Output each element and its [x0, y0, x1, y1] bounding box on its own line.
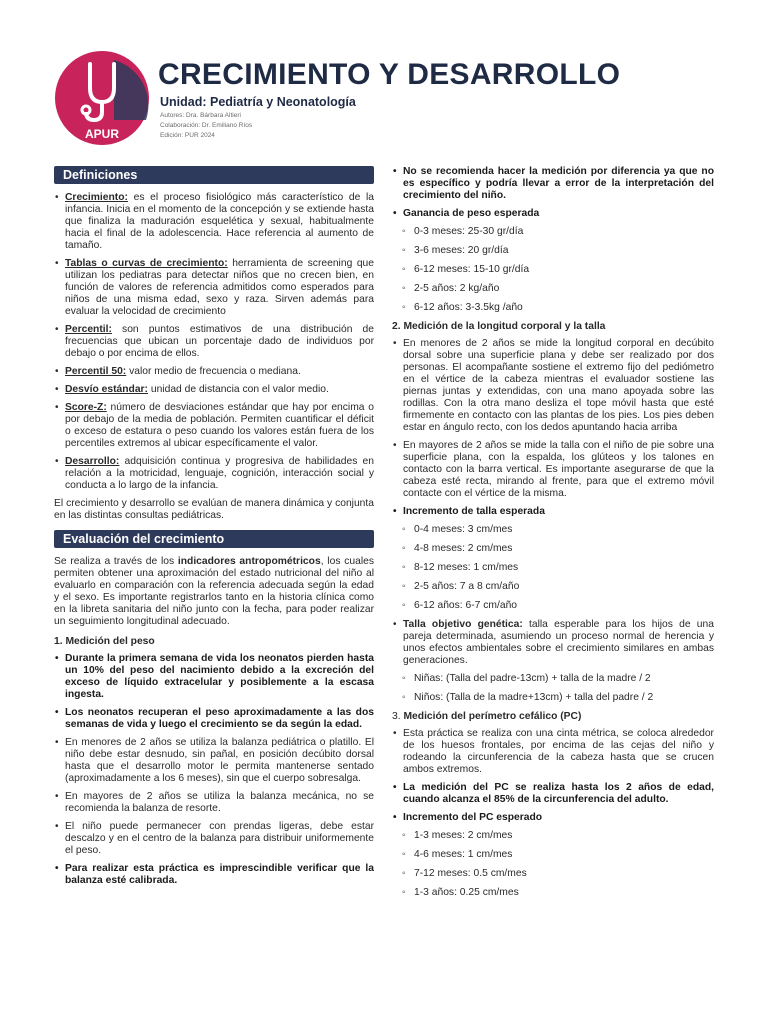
peso-item: • El niño puede permanecer con prendas ligeras, debe estar descalzo y en el centro de la balanza para distribuir uniformemente el peso.: [54, 821, 374, 857]
peso-item: • Los neonatos recuperan el peso aproximadamente a las dos semanas de vida y luego el crecimiento se da según la edad.: [54, 707, 374, 731]
pc-incremento-item: ◦ 1-3 meses: 2 cm/mes: [392, 830, 714, 842]
right-column: [392, 166, 714, 906]
peso-item: • En mayores de 2 años se utiliza la balanza mecánica, no se recomienda la balanza de resorte.: [54, 791, 374, 815]
peso-item: • Durante la primera semana de vida los neonatos pierden hasta un 10% del peso del nacimiento debido a la excreción del exceso de líquido extracelular y posiblemente a la escasa ingesta.: [54, 653, 374, 701]
talla-item: • En menores de 2 años se mide la longitud corporal en decúbito dorsal sobre una superficie plana y debe ser realizado por dos personas. El acompañante sostiene el extremo fijo del pediómetro en el vértice de la cabeza mientras el evaluador sostiene las piernas juntas y extendidas, con una mano apoyada sobre las rodillas. Con la otra mano desliza el tope móvil hasta que esté firmemente en contacto con las plantas de los pies. Los pies deben estar en ángulo recto, con los dedos apuntando hacia arriba: [392, 338, 714, 434]
definition-item: • Percentil: son puntos estimativos de una distribución de frecuencias que ubican un porcentaje dado de individuos por debajo o por encima de ellos.: [54, 324, 374, 360]
incremento-item: ◦ 6-12 años: 6-7 cm/año: [392, 600, 714, 612]
section-heading-definiciones: Definiciones: [54, 166, 374, 184]
talla-objetivo: • Talla objetivo genética: talla esperable para los hijos de una pareja determinada, asumiendo un proceso normal de herencia y unos efectos ambientales sobre el crecimiento similares en ambas generaciones.: [392, 619, 714, 667]
incremento-item: ◦ 8-12 meses: 1 cm/mes: [392, 562, 714, 574]
talla-objetivo-formula: ◦ Niñas: (Talla del padre-13cm) + talla de la madre / 2: [392, 673, 714, 685]
pc-incremento-heading: • Incremento del PC esperado: [392, 812, 714, 824]
definition-item: • Percentil 50: valor medio de frecuencia o mediana.: [54, 366, 374, 378]
pc-incremento-item: ◦ 1-3 años: 0.25 cm/mes: [392, 887, 714, 899]
ganancia-item: ◦ 6-12 meses: 15-10 gr/día: [392, 264, 714, 276]
pc-item: • Esta práctica se realiza con una cinta métrica, se coloca alrededor de los huesos frontales, por encima de las cejas del niño y rodeando la circunferencia de la cabeza hasta que se crucen ambos extremos.: [392, 728, 714, 776]
peso-heading: 1. Medición del peso: [54, 636, 155, 647]
pc-incremento-item: ◦ 7-12 meses: 0.5 cm/mes: [392, 868, 714, 880]
edition: Edición: PUR 2024: [160, 132, 215, 139]
ganancia-item: ◦ 6-12 años: 3-3.5kg /año: [392, 302, 714, 314]
definition-item: • Crecimiento: es el proceso fisiológico más característico de la infancia. Inicia en el momento de la concepción y se extiende hasta que finaliza la maduración esquelética y sexual, habitualmente hacia el final de la adolescencia. Hace referencia al aumento de tamaño.: [54, 192, 374, 252]
incremento-heading: • Incremento de talla esperada: [392, 506, 714, 518]
incremento-item: ◦ 4-8 meses: 2 cm/mes: [392, 543, 714, 555]
ganancia-item: ◦ 3-6 meses: 20 gr/día: [392, 245, 714, 257]
evaluacion-intro: Se realiza a través de los indicadores antropométricos, los cuales permiten obtener una aproximación del estado nutricional del niño al evaluarlo en comparación con la referencia adecuada según la edad y el sexo. Es importante registrarlos tanto en la historia clínica como en la libreta sanitaria del niño junto con la fecha, para poder realizar un seguimiento longitudinal adecuado.: [54, 556, 374, 627]
pc-incremento-item: ◦ 4-6 meses: 1 cm/mes: [392, 849, 714, 861]
incremento-item: ◦ 2-5 años: 7 a 8 cm/año: [392, 581, 714, 593]
talla-objetivo-formula: ◦ Niños: (Talla de la madre+13cm) + talla del padre / 2: [392, 692, 714, 704]
definition-item: • Score-Z: número de desviaciones estándar que hay por encima o por debajo de la media de población. Permiten cuantificar el déficit o exceso de estatura o peso cuando los valores están fuera de los percentiles extremos al ubicar específicamente el valor.: [54, 402, 374, 450]
pc-heading: 3. Medición del perímetro cefálico (PC): [392, 711, 582, 722]
ganancia-item: ◦ 0-3 meses: 25-30 gr/día: [392, 226, 714, 238]
apur-logo: [54, 50, 150, 146]
peso-item: • En menores de 2 años se utiliza la balanza pediátrica o platillo. El niño debe estar desnudo, sin pañal, en posición decúbito dorsal hasta que el desarrollo motor le permita mantenerse sentado (aproximadamente a los 6 meses), sin que el cuerpo sobresalga.: [54, 737, 374, 785]
definiciones-closing: El crecimiento y desarrollo se evalúan de manera dinámica y conjunta en las distintas consultas pediátricas.: [54, 498, 374, 521]
pc-item: • La medición del PC se realiza hasta los 2 años de edad, cuando alcanza el 85% de la circunferencia del adulto.: [392, 782, 714, 806]
definition-item: • Desvío estándar: unidad de distancia con el valor medio.: [54, 384, 374, 396]
collaboration: Colaboración: Dr. Emiliano Ríos: [160, 122, 253, 129]
incremento-item: ◦ 0-4 meses: 3 cm/mes: [392, 524, 714, 536]
left-column: [54, 166, 374, 893]
logo-text: APUR: [84, 127, 120, 141]
section-heading-evaluacion: Evaluación del crecimiento: [54, 530, 374, 548]
no-diferencia-note: • No se recomienda hacer la medición por diferencia ya que no es específico y podría llevar a error de la interpretación del crecimiento del niño.: [392, 166, 714, 202]
talla-item: • En mayores de 2 años se mide la talla con el niño de pie sobre una superficie plana, con la espalda, los glúteos y los talones en contacto con la barra vertical. Es importante asegurarse de que la cabeza esté recta, mirando al frente, para que el extremo móvil contacte con el vértice de la misma.: [392, 440, 714, 500]
page-title: CRECIMIENTO Y DESARROLLO: [158, 58, 621, 91]
definition-item: • Tablas o curvas de crecimiento: herramienta de screening que utilizan los pediatras para detectar niños que no crecen bien, en función de valores de referencia admitidos como esperados para niños de una misma edad, sexo y raza. Sirven además para evaluar la velocidad de crecimiento: [54, 258, 374, 318]
talla-heading: 2. Medición de la longitud corporal y la talla: [392, 321, 606, 332]
peso-item: • Para realizar esta práctica es imprescindible verificar que la balanza esté calibrada.: [54, 863, 374, 887]
ganancia-item: ◦ 2-5 años: 2 kg/año: [392, 283, 714, 295]
authors: Autores: Dra. Bárbara Altieri: [160, 112, 241, 119]
ganancia-heading: • Ganancia de peso esperada: [392, 208, 714, 220]
page-subtitle: Unidad: Pediatría y Neonatología: [160, 95, 356, 109]
definition-item: • Desarrollo: adquisición continua y progresiva de habilidades en relación a la motricidad, lenguaje, cognición, interacción social y conducta a lo largo de la infancia.: [54, 456, 374, 492]
